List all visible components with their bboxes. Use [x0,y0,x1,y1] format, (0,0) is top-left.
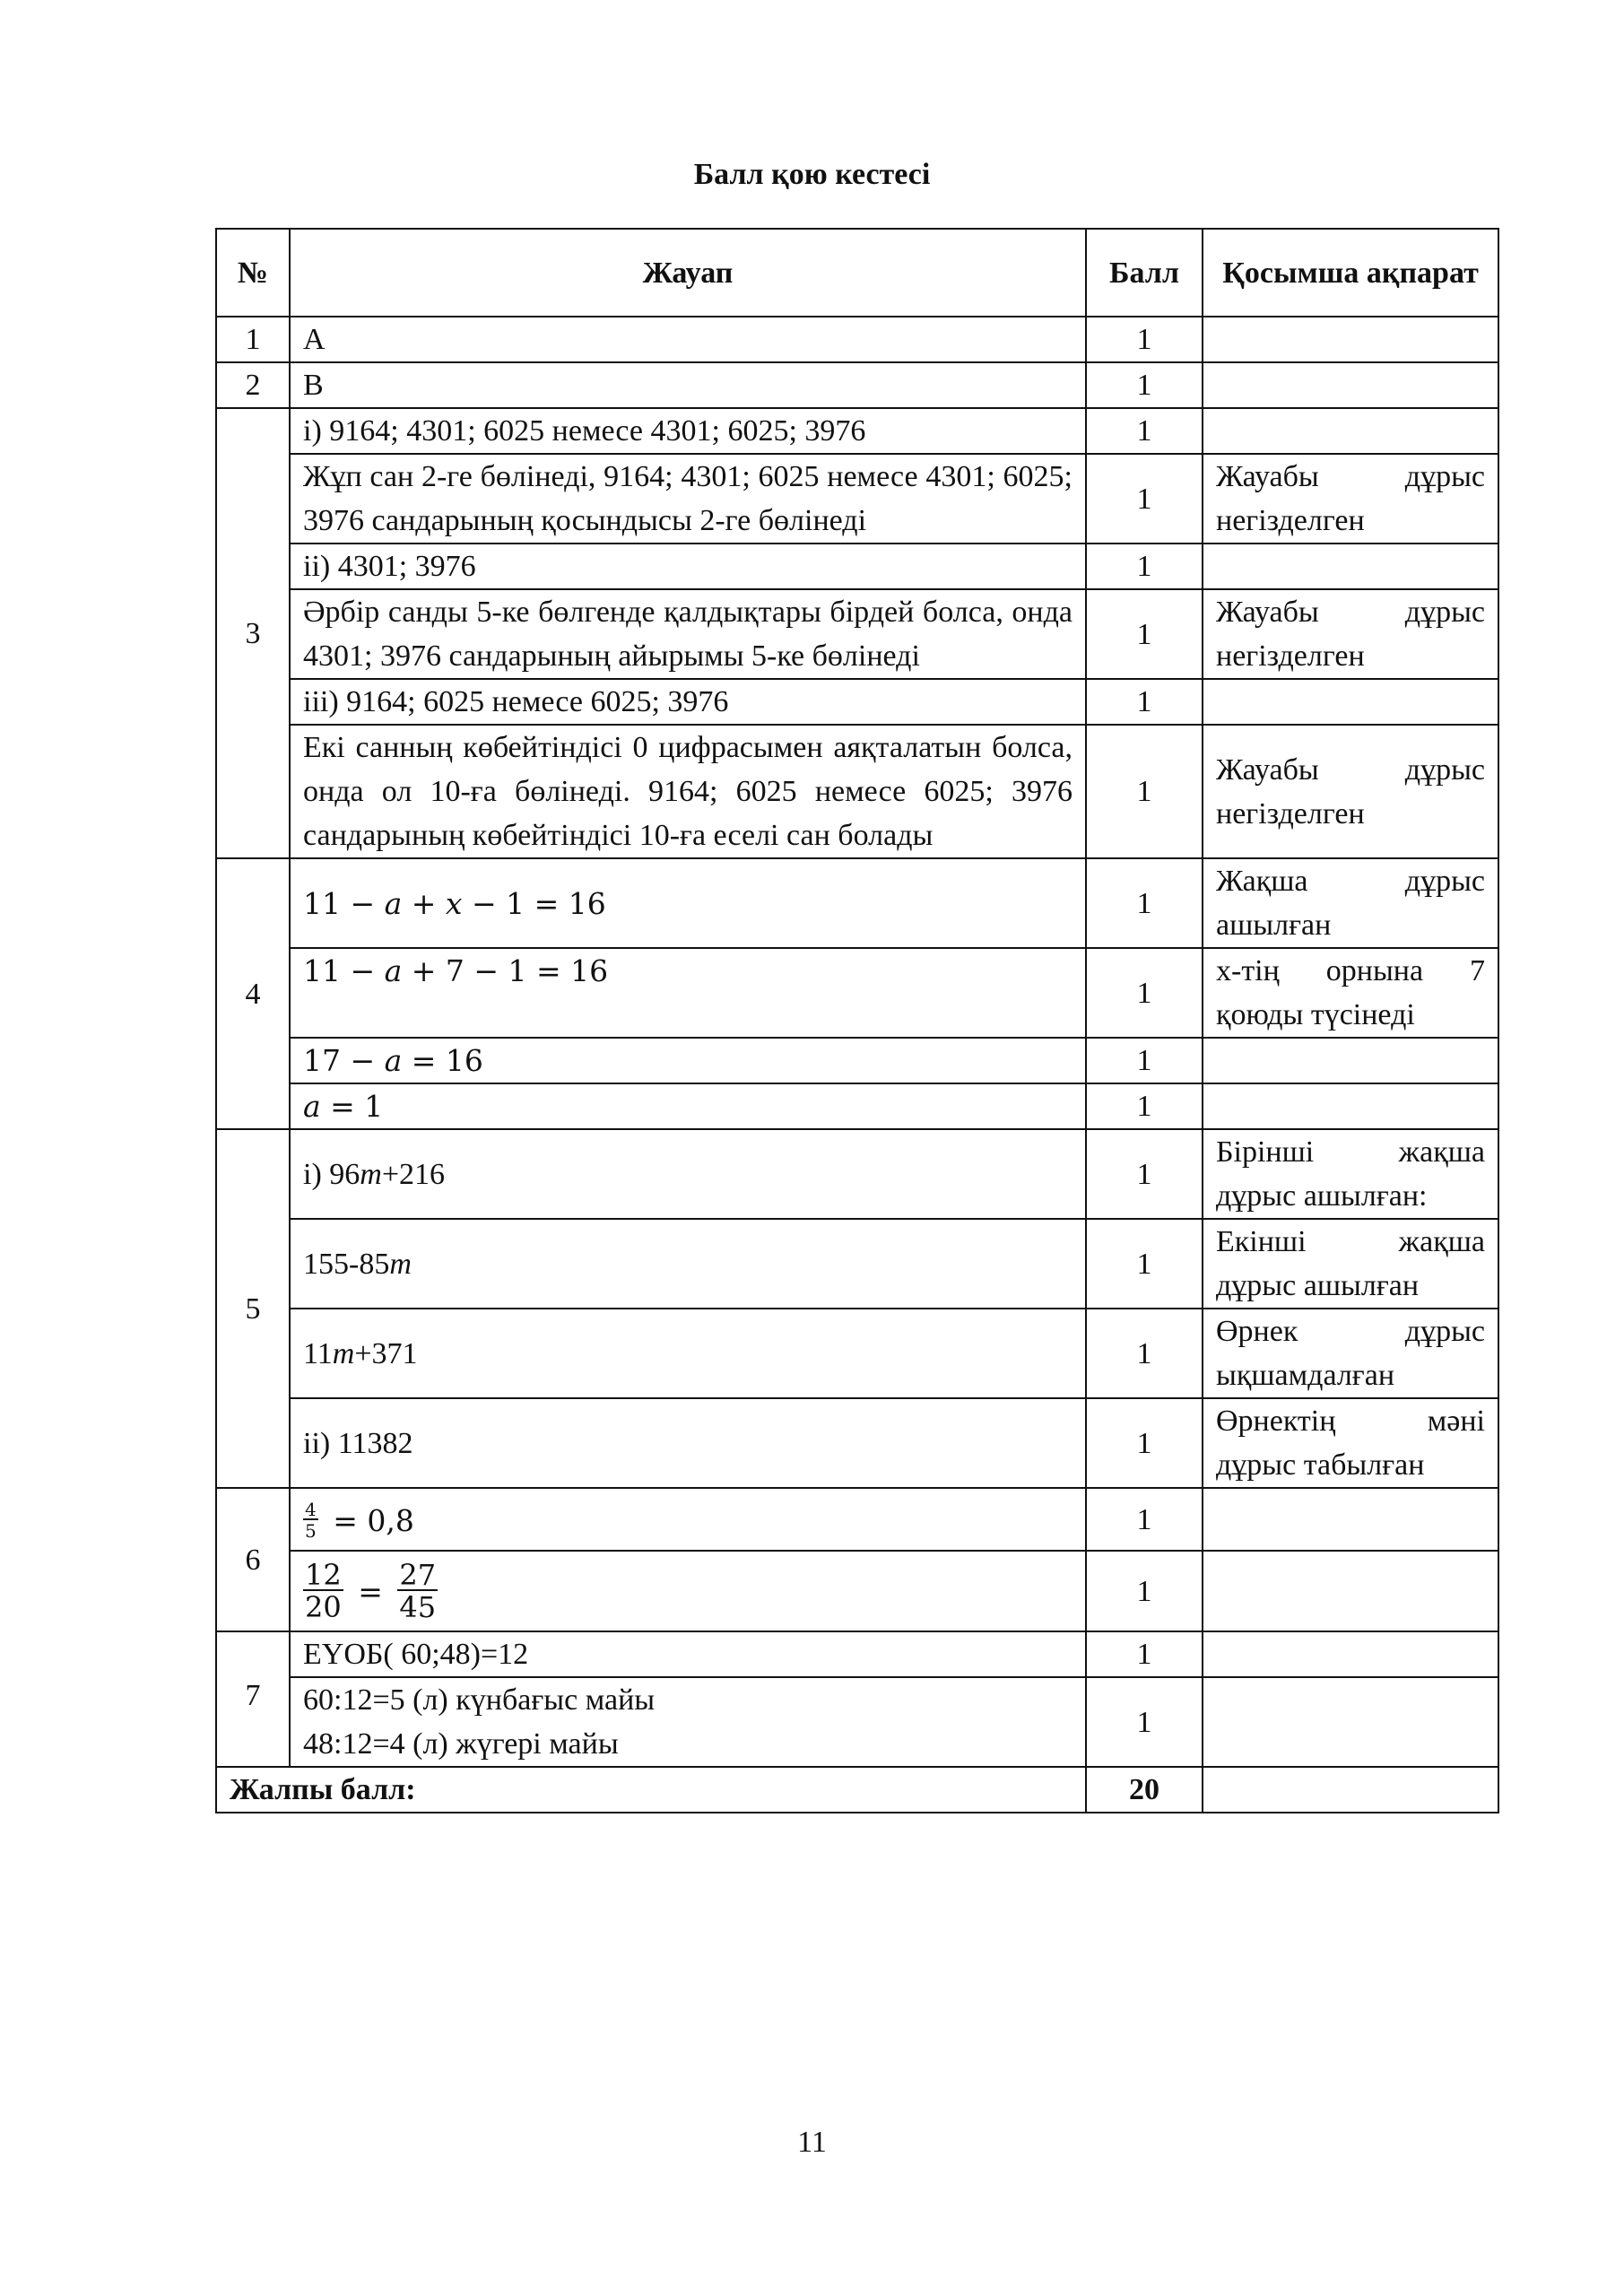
fraction-denominator: 20 [305,1590,342,1624]
info-cell: Бірінші жақша дұрыс ашылған: [1203,1129,1498,1219]
question-number: 2 [216,362,290,408]
header-score: Балл [1086,229,1203,317]
answer-cell: Жұп сан 2-ге бөлінеді, 9164; 4301; 6025 немесе 4301; 6025; 3976 сандарының қосындысы 2-ге бөлінеді [290,454,1086,544]
info-cell [1203,1488,1498,1551]
info-cell [1203,1038,1498,1083]
answer-cell: Екі санның көбейтіндісі 0 цифрасымен аяқталатын болса, онда ол 10-ға бөлінеді. 9164; 6025 немесе 6025; 3976 сандарының көбейтіндісі 10-ға еселі сан болады [290,725,1086,858]
info-cell [1203,362,1498,408]
table-row [216,317,1498,362]
table-row [216,858,1498,948]
expr-prefix: i) 96 [303,1157,360,1191]
score-cell: 1 [1086,1083,1203,1129]
score-cell: 1 [1086,858,1203,948]
info-cell: Жауабы дұрыс негізделген [1203,454,1498,544]
info-cell: Өрнектің мәні дұрыс табылған [1203,1398,1498,1488]
answer-cell: i) 9164; 4301; 6025 немесе 4301; 6025; 3976 [290,408,1086,454]
fraction-denominator: 45 [399,1590,437,1624]
table-row [216,408,1498,454]
answer-cell: ЕҮОБ( 60;48)=12 [290,1631,1086,1677]
table-row [216,679,1498,725]
equation-rhs: = 0,8 [333,1502,414,1538]
info-cell [1203,1677,1498,1767]
answer-cell: 11 − 𝑎 + 𝑥 − 1 = 16 [290,858,1086,948]
info-cell [1203,1631,1498,1677]
info-cell [1203,1083,1498,1129]
score-cell: 1 [1086,454,1203,544]
expr-suffix: +371 [354,1336,418,1370]
table-row [216,544,1498,589]
score-cell: 1 [1086,679,1203,725]
info-cell [1203,679,1498,725]
scoring-table [215,228,1499,1813]
table-row [216,1398,1498,1488]
expr-prefix: 155-85 [303,1247,390,1281]
info-cell [1203,1767,1498,1813]
info-cell [1203,408,1498,454]
fraction-numerator: 12 [305,1558,342,1592]
score-cell: 1 [1086,589,1203,679]
answer-cell [290,1488,1086,1551]
answer-cell [290,1551,1086,1631]
score-cell: 1 [1086,948,1203,1038]
question-number: 3 [216,408,290,858]
answer-cell: 11 − 𝑎 + 7 − 1 = 16 [290,948,1086,1038]
table-row [216,948,1498,1038]
score-cell: 1 [1086,1551,1203,1631]
answer-cell: 𝑎 = 1 [290,1083,1086,1129]
header-info: Қосымша ақпарат [1203,229,1498,317]
score-cell: 1 [1086,544,1203,589]
question-number: 4 [216,858,290,1129]
table-row [216,725,1498,858]
table-row [216,1038,1498,1083]
score-cell: 1 [1086,1398,1203,1488]
table-row [216,454,1498,544]
info-cell: Жауабы дұрыс негізделген [1203,725,1498,858]
score-cell: 1 [1086,1631,1203,1677]
fraction-numerator: 4 [305,1499,317,1521]
answer-cell: ii) 4301; 3976 [290,544,1086,589]
fraction [397,1558,438,1624]
total-value: 20 [1086,1767,1203,1813]
answer-cell: A [290,317,1086,362]
answer-cell: Әрбір санды 5-ке бөлгенде қалдықтары бірдей болса, онда 4301; 3976 сандарының айырымы 5-ке бөлінеді [290,589,1086,679]
table-row [216,362,1498,408]
page-number: 11 [797,2126,827,2159]
expr-suffix: +216 [381,1157,446,1191]
info-cell [1203,544,1498,589]
expr-prefix: ii) 11382 [303,1426,413,1460]
answer-line: 60:12=5 (л) күнбағыс майы [303,1683,656,1717]
score-cell: 1 [1086,1677,1203,1767]
answer-cell [290,1129,1086,1219]
table-row [216,589,1498,679]
total-row [216,1767,1498,1813]
table-row [216,1129,1498,1219]
answer-cell [290,1219,1086,1309]
expr-prefix: 11 [303,1336,333,1370]
expr-variable: m [332,1336,355,1370]
score-cell: 1 [1086,1488,1203,1551]
info-cell: Жауабы дұрыс негізделген [1203,589,1498,679]
answer-cell: 17 − 𝑎 = 16 [290,1038,1086,1083]
answer-line: 48:12=4 (л) жүгері майы [303,1727,619,1761]
page-title: Балл қою кестесі [693,158,931,191]
question-number: 5 [216,1129,290,1488]
table-row [216,1677,1498,1767]
info-cell: Өрнек дұрыс ықшамдалған [1203,1309,1498,1398]
equals-sign: = [358,1573,383,1609]
table-row [216,1488,1498,1551]
table-row [216,1083,1498,1129]
answer-cell [290,1309,1086,1398]
score-cell: 1 [1086,1038,1203,1083]
fraction-numerator: 27 [399,1558,437,1592]
question-number: 7 [216,1631,290,1767]
answer-cell: iii) 9164; 6025 немесе 6025; 3976 [290,679,1086,725]
answer-cell: B [290,362,1086,408]
info-cell: Жақша дұрыс ашылған [1203,858,1498,948]
info-cell: Екінші жақша дұрыс ашылған [1203,1219,1498,1309]
score-cell: 1 [1086,1129,1203,1219]
table-row [216,1309,1498,1398]
info-cell: x-тің орнына 7 қоюды түсінеді [1203,948,1498,1038]
expr-variable: m [389,1247,412,1281]
question-number: 6 [216,1488,290,1631]
score-cell: 1 [1086,362,1203,408]
fraction [303,1558,343,1624]
score-cell: 1 [1086,408,1203,454]
info-cell [1203,1551,1498,1631]
fraction [303,1499,318,1543]
header-num: № [216,229,290,317]
score-cell: 1 [1086,1309,1203,1398]
header-answer: Жауап [290,229,1086,317]
question-number: 1 [216,317,290,362]
score-cell: 1 [1086,317,1203,362]
info-cell [1203,317,1498,362]
expr-variable: m [360,1157,382,1191]
fraction-denominator: 5 [305,1520,317,1543]
score-cell: 1 [1086,1219,1203,1309]
answer-cell [290,1677,1086,1767]
header-row [216,229,1498,317]
table-row [216,1219,1498,1309]
answer-cell [290,1398,1086,1488]
table-row [216,1551,1498,1631]
table-row [216,1631,1498,1677]
total-label: Жалпы балл: [216,1767,1086,1813]
score-cell: 1 [1086,725,1203,858]
